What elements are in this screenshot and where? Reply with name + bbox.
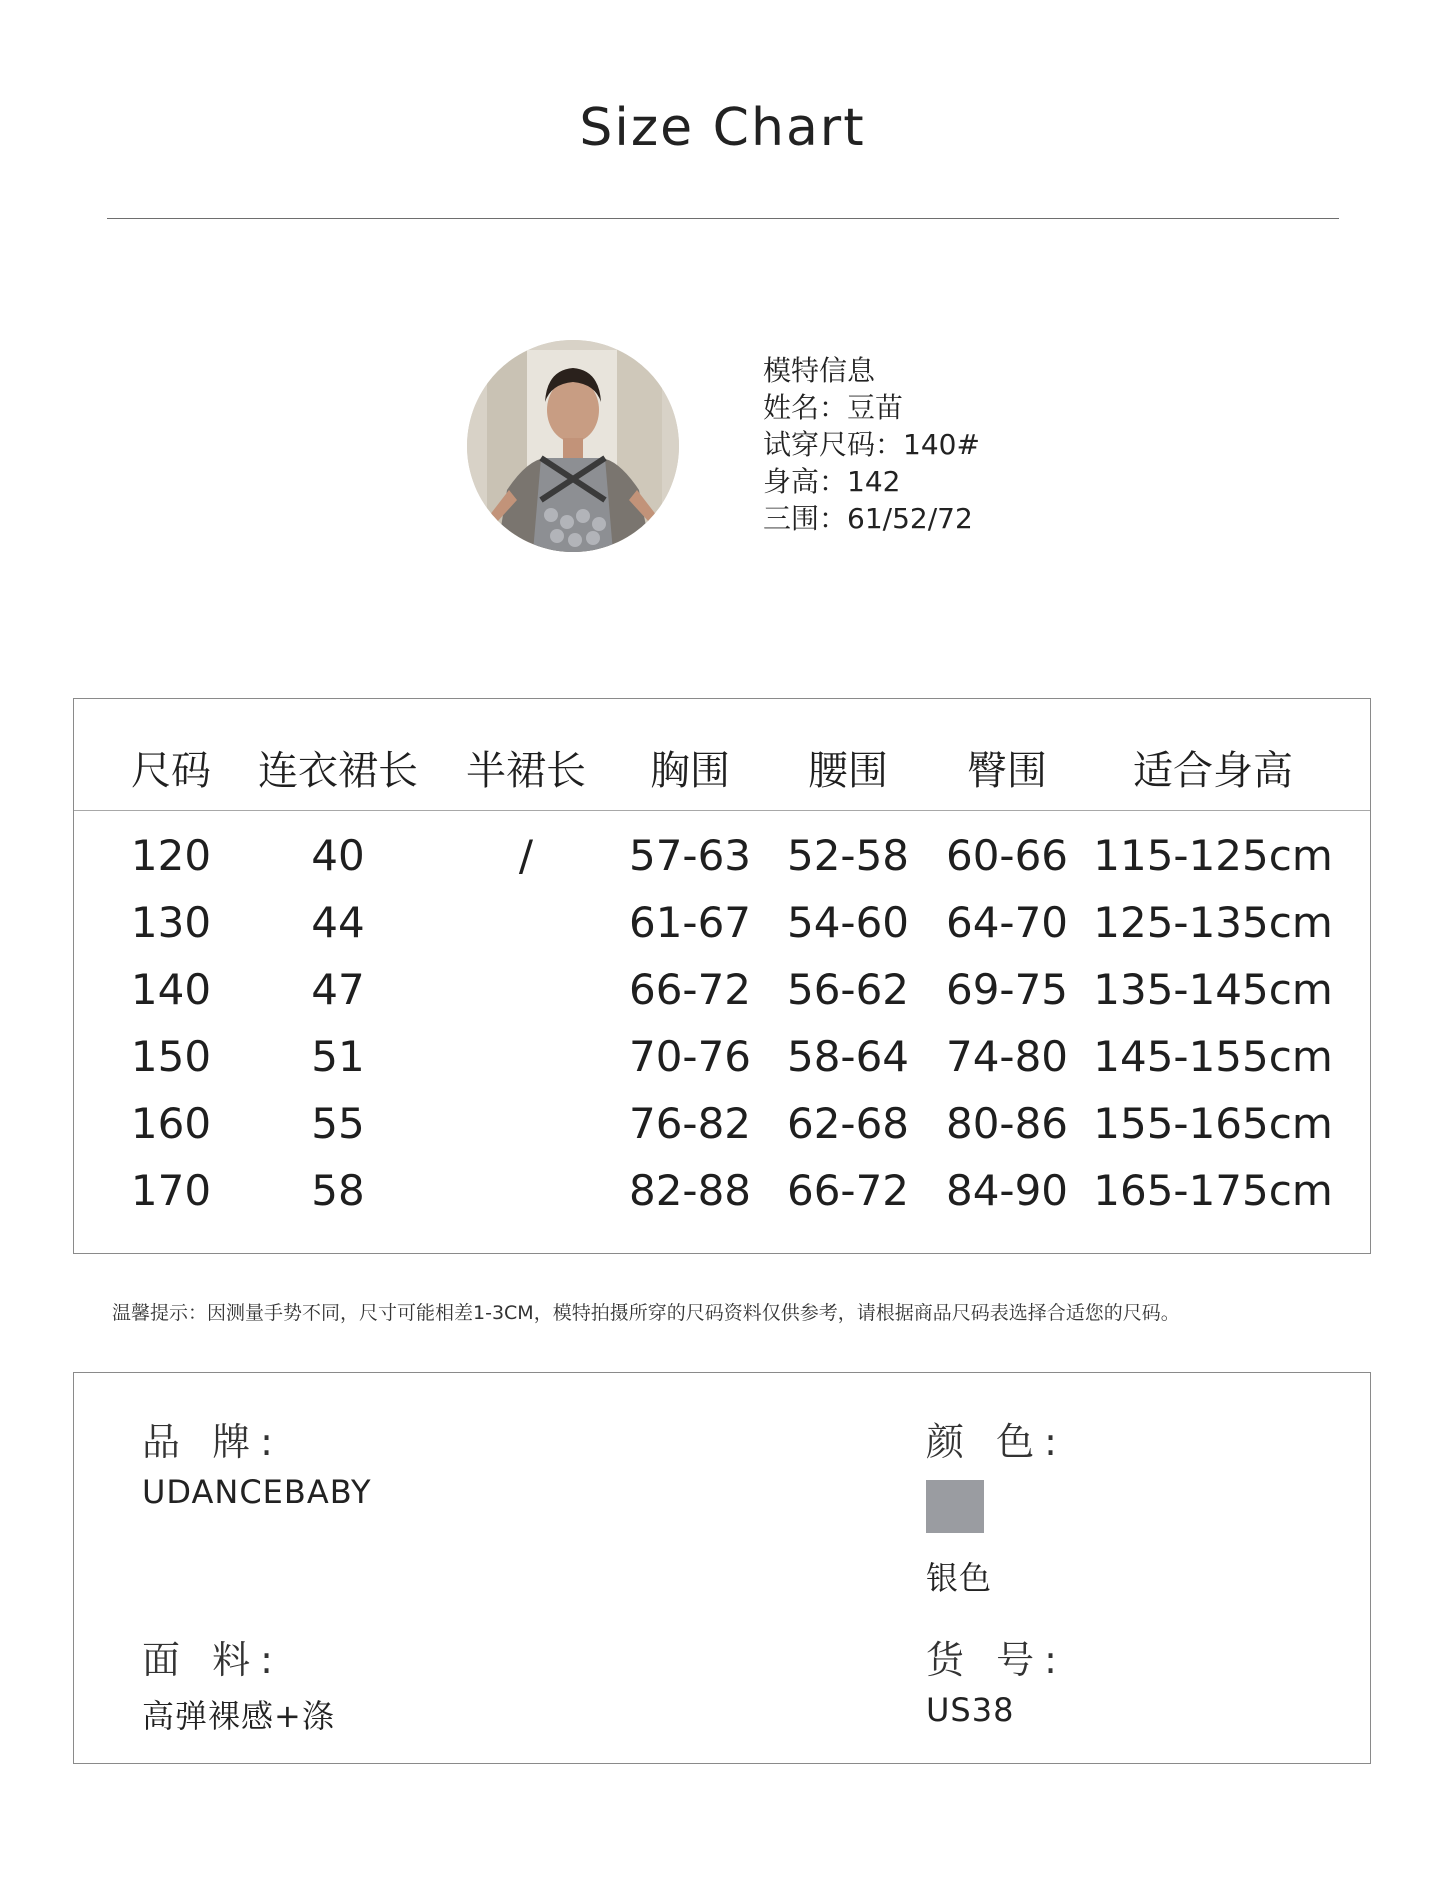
material-value: 高弹裸感+涤 <box>142 1697 335 1735</box>
table-cell: 80-86 <box>945 1099 1069 1148</box>
table-cell: 120 <box>130 831 212 880</box>
table-cell: / <box>518 831 534 880</box>
table-cell: 66-72 <box>628 965 752 1014</box>
model-measurements: 三围：61/52/72 <box>763 502 973 535</box>
table-cell: 62-68 <box>786 1099 910 1148</box>
table-header-cell: 半裙长 <box>466 748 586 794</box>
brand-label: 品 牌: <box>142 1420 283 1464</box>
table-cell: 69-75 <box>945 965 1069 1014</box>
table-cell: 52-58 <box>786 831 910 880</box>
table-cell: 155-165cm <box>1093 1099 1333 1148</box>
table-cell: 74-80 <box>945 1032 1069 1081</box>
table-cell: 44 <box>311 898 365 947</box>
table-cell: 165-175cm <box>1093 1166 1333 1215</box>
table-cell: 58-64 <box>786 1032 910 1081</box>
model-name: 姓名：豆苗 <box>763 391 904 424</box>
model-photo-illustration <box>467 340 679 552</box>
model-photo <box>467 340 679 552</box>
table-cell: 70-76 <box>628 1032 752 1081</box>
table-cell: 125-135cm <box>1093 898 1333 947</box>
model-height: 身高：142 <box>763 465 901 498</box>
table-cell: 76-82 <box>628 1099 752 1148</box>
table-cell: 40 <box>311 831 365 880</box>
table-cell: 55 <box>311 1099 365 1148</box>
table-cell: 160 <box>130 1099 212 1148</box>
model-size: 试穿尺码：140# <box>763 428 980 461</box>
table-header-cell: 腰围 <box>808 748 888 794</box>
sku-label: 货 号: <box>926 1638 1067 1682</box>
material-label: 面 料: <box>142 1638 283 1682</box>
table-cell: 82-88 <box>628 1166 752 1215</box>
table-cell: 66-72 <box>786 1166 910 1215</box>
table-cell: 51 <box>311 1032 365 1081</box>
sku-value: US38 <box>926 1691 1015 1729</box>
table-cell: 135-145cm <box>1093 965 1333 1014</box>
brand-value: UDANCEBABY <box>142 1473 372 1511</box>
table-cell: 170 <box>130 1166 212 1215</box>
size-table <box>73 698 1371 1254</box>
table-header-cell: 臀围 <box>967 748 1047 794</box>
color-label: 颜 色: <box>926 1420 1067 1464</box>
color-swatch <box>926 1480 984 1533</box>
table-cell: 64-70 <box>945 898 1069 947</box>
table-cell: 47 <box>311 965 365 1014</box>
product-info <box>73 1372 1371 1764</box>
table-cell: 58 <box>311 1166 365 1215</box>
page-title: Size Chart <box>579 98 866 158</box>
table-cell: 115-125cm <box>1093 831 1333 880</box>
color-value: 银色 <box>926 1559 993 1597</box>
table-header-divider <box>74 810 1370 811</box>
table-cell: 56-62 <box>786 965 910 1014</box>
table-cell: 84-90 <box>945 1166 1069 1215</box>
notice-text: 温馨提示：因测量手势不同，尺寸可能相差1-3CM，模特拍摄所穿的尺码资料仅供参考，请根据商品尺码表选择合适您的尺码。 <box>112 1302 1180 1324</box>
model-info <box>763 352 980 537</box>
table-cell: 61-67 <box>628 898 752 947</box>
table-cell: 140 <box>130 965 212 1014</box>
table-header-cell: 胸围 <box>650 748 730 794</box>
table-cell: 150 <box>130 1032 212 1081</box>
table-cell: 57-63 <box>628 831 752 880</box>
table-cell: 130 <box>130 898 212 947</box>
table-header-cell: 适合身高 <box>1133 748 1293 794</box>
model-info-heading: 模特信息 <box>763 354 876 387</box>
table-cell: 54-60 <box>786 898 910 947</box>
table-cell: 60-66 <box>945 831 1069 880</box>
table-header-cell: 尺码 <box>131 748 211 794</box>
table-header-cell: 连衣裙长 <box>258 748 418 794</box>
title-divider <box>107 218 1339 219</box>
table-cell: 145-155cm <box>1093 1032 1333 1081</box>
